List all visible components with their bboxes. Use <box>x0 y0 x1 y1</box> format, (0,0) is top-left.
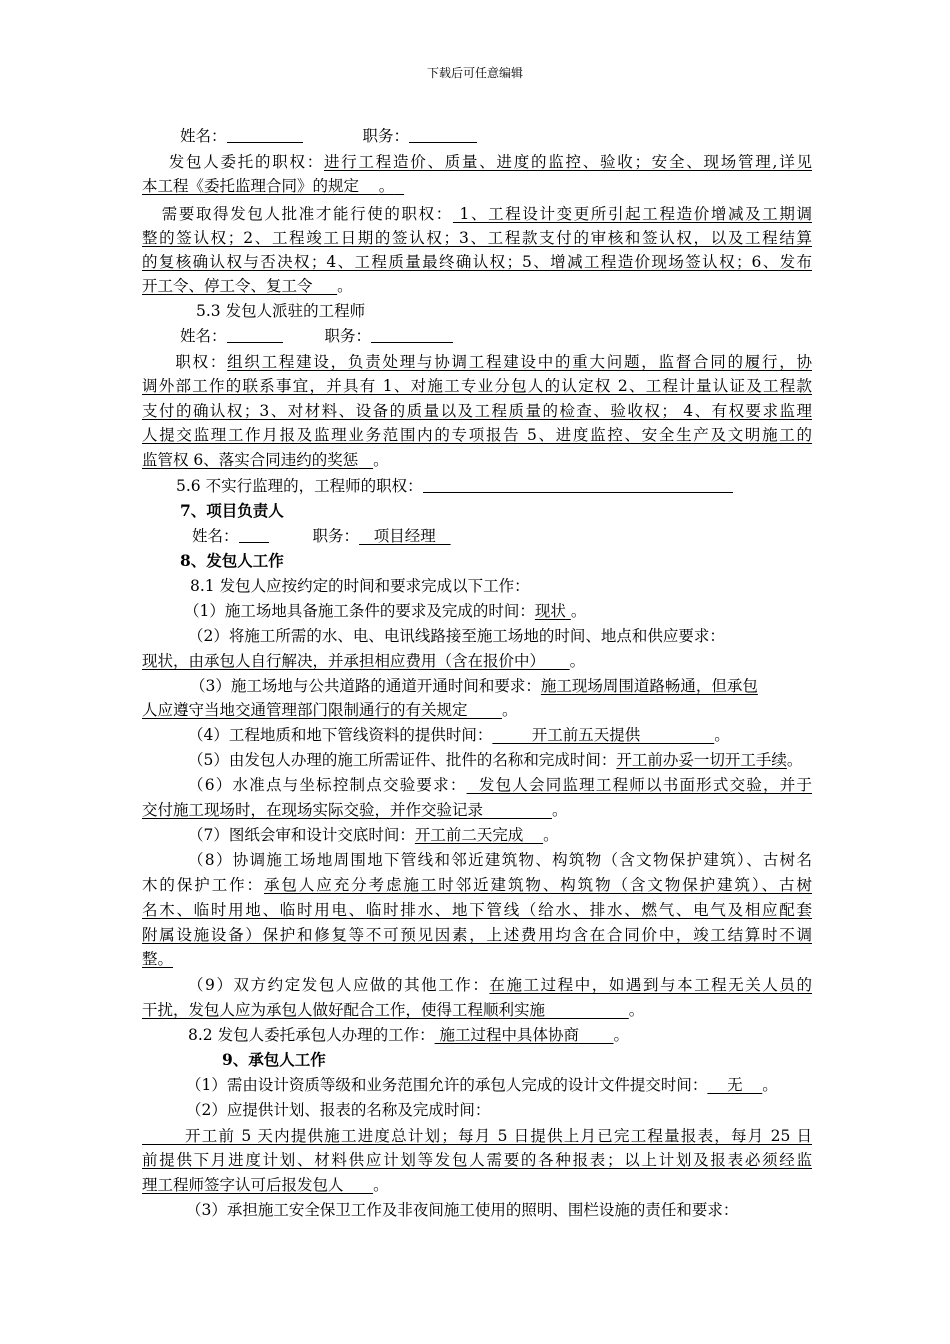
section-9-title: 9、承包人工作 <box>222 1050 326 1069</box>
section-7-title: 7、项目负责人 <box>180 501 284 520</box>
delegated-authority-text-1: 进行工程造价、质量、进度的监控、验收；安全、现场管理,详见 <box>324 153 812 171</box>
item-9-3-label: （3）承担施工安全保卫工作及非夜间施工使用的照明、围栏设施的责任和要求： <box>186 1201 739 1219</box>
item-8-1-6-line-1: （6）水准点与坐标控制点交验要求： 发包人会同监理工程师以书面形式交验，并于 <box>188 776 812 794</box>
delegated-authority-text-2: 本工程《委托监理合同》的规定 <box>142 177 360 195</box>
resident-engineer-name-post-line: 姓名： 职务： <box>180 324 850 348</box>
resident-engineer-duty-line-1 <box>142 350 812 374</box>
item-8-1-1: （1）施工场地具备施工条件的要求及完成的时间：现状 。 <box>184 602 587 620</box>
section-5-6-line <box>176 474 846 498</box>
item-8-1-6-line-2: 交付施工现场时，在现场实际交验，并作交验记录 。 <box>142 801 568 819</box>
duty-text-5: 监管权 6、落实合同违约的奖惩 <box>142 451 359 469</box>
item-8-1-9-line-2: 干扰，发包人应为承包人做好配合工作，使得工程顺利实施 。 <box>142 1001 645 1019</box>
approval-required-text-1: 1、工程设计变更所引起工程造价增减及工期调 <box>452 205 812 223</box>
approval-required-label: 需要取得发包人批准才能行使的职权： <box>161 205 453 223</box>
delegated-authority-line-2: 本工程《委托监理合同》的规定 。 <box>142 177 395 195</box>
name-blank <box>227 327 283 343</box>
approval-required-line-4: 开工令、停工令、复工令 。 <box>142 277 353 295</box>
item-8-1-2-label: （2）将施工所需的水、电、电讯线路接至施工场地的时间、地点和供应要求： <box>188 627 725 645</box>
section-5-6-blank <box>423 477 733 493</box>
resident-engineer-duty-line-4 <box>142 423 812 447</box>
resident-engineer-duty-line-2 <box>142 374 812 398</box>
post-blank <box>409 127 477 143</box>
duty-text-4: 人提交监理工作月报及监理业务范围内的专项报告 5、进度监控、安全生产及文明施工的 <box>142 426 812 444</box>
approval-required-text-3: 的复核确认权与否决权；4、工程质量最终确认权；5、增减工程造价现场签认权；6、发布 <box>142 253 812 271</box>
approval-required-text-2: 整的签认权；2、工程竣工日期的签认权；3、工程款支付的审核和签认权，以及工程结算 <box>142 229 812 247</box>
project-manager-post: 项目经理 <box>359 527 451 545</box>
duty-label: 职权： <box>175 353 228 371</box>
section-8-1-intro: 8.1 发包人应按约定的时间和要求完成以下工作： <box>190 577 530 595</box>
post-label: 职务： <box>362 127 410 145</box>
item-9-1: （1）需由设计资质等级和业务范围允许的承包人完成的设计文件提交时间： 无 。 <box>186 1076 778 1094</box>
section-8-title: 8、发包人工作 <box>180 551 284 570</box>
item-8-1-8-line-3: 名木、临时用地、临时用电、临时排水、地下管线（给水、排水、燃气、电气及相应配套 <box>142 901 812 919</box>
item-8-1-3-line-2: 人应遵守当地交通管理部门限制通行的有关规定 。 <box>142 701 518 719</box>
item-8-1-8-line-5: 整。 <box>142 950 174 968</box>
approval-required-text-4: 开工令、停工令、复工令 <box>142 277 313 295</box>
resident-engineer-duty-line-5: 监管权 6、落实合同违约的奖惩 。 <box>142 451 389 469</box>
item-8-1-7: （7）图纸会审和设计交底时间：开工前二天完成 。 <box>188 826 559 844</box>
post-blank <box>371 327 453 343</box>
engineer-name-post-line <box>180 124 850 148</box>
name-label: 姓名： <box>180 127 227 145</box>
item-8-1-3-line-1: （3）施工场地与公共道路的通道开通时间和要求：施工现场周围道路畅通，但承包 <box>190 677 758 695</box>
item-9-2-line-1: 开工前 5 天内提供施工进度总计划；每月 5 日提供上月已完工程量报表，每月 25 日 <box>142 1127 812 1145</box>
item-9-2-line-3: 理工程师签字认可后报发包人 。 <box>142 1176 389 1194</box>
approval-required-line-3 <box>142 250 812 274</box>
item-8-1-8-line-4: 附属设施设备）保护和修复等不可预见因素，上述费用均含在合同价中，竣工结算时不调 <box>142 926 812 944</box>
name-blank <box>239 527 269 543</box>
item-8-1-8-line-1: （8）协调施工场地周围地下管线和邻近建筑物、构筑物（含文物保护建筑）、古树名 <box>188 851 812 869</box>
duty-text-3: 支付的确认权；3、对材料、设备的质量以及工程质量的检查、验收权； 4、有权要求监理 <box>142 402 812 420</box>
project-manager-line: 姓名： 职务： 项目经理 <box>192 527 451 545</box>
item-9-2-line-2: 前提供下月进度计划、材料供应计划等发包人需要的各种报表；以上计划及报表必须经监 <box>142 1151 812 1169</box>
item-8-1-9-line-1: （9）双方约定发包人应做的其他工作：在施工过程中，如遇到与本工程无关人员的 <box>188 976 812 994</box>
duty-text-2: 调外部工作的联系事宜，并具有 1、对施工专业分包人的认定权 2、工程计量认证及工程款 <box>142 377 812 395</box>
approval-required-line-1 <box>142 202 812 226</box>
item-8-1-4: （4）工程地质和地下管线资料的提供时间： 开工前五天提供 。 <box>188 726 730 744</box>
item-8-1-5: （5）由发包人办理的施工所需证件、批件的名称和完成时间：开工前办妥一切开工手续。 <box>188 751 803 769</box>
item-8-1-8-line-2: 木的保护工作：承包人应充分考虑施工时邻近建筑物、构筑物（含文物保护建筑）、古树 <box>142 876 812 894</box>
duty-text-1: 组织工程建设，负责处理与协调工程建设中的重大问题，监督合同的履行，协 <box>227 353 812 371</box>
delegated-authority-label: 发包人委托的职权： <box>168 153 324 171</box>
name-blank <box>227 127 303 143</box>
approval-required-line-2 <box>142 226 812 250</box>
section-5-6-text: 5.6 不实行监理的，工程师的职权： <box>176 477 423 495</box>
delegated-authority-line-1 <box>142 150 812 174</box>
section-5-3-title: 5.3 发包人派驻的工程师 <box>196 302 366 320</box>
item-8-1-2-value-line: 现状，由承包人自行解决，并承担相应费用（含在报价中） 。 <box>142 652 586 670</box>
page-header-note: 下载后可任意编辑 <box>426 66 523 80</box>
resident-engineer-duty-line-3 <box>142 399 812 423</box>
item-9-2-label: （2）应提供计划、报表的名称及完成时间： <box>186 1101 491 1119</box>
section-8-2-line: 8.2 发包人委托承包人办理的工作： 施工过程中具体协商 。 <box>188 1026 630 1044</box>
